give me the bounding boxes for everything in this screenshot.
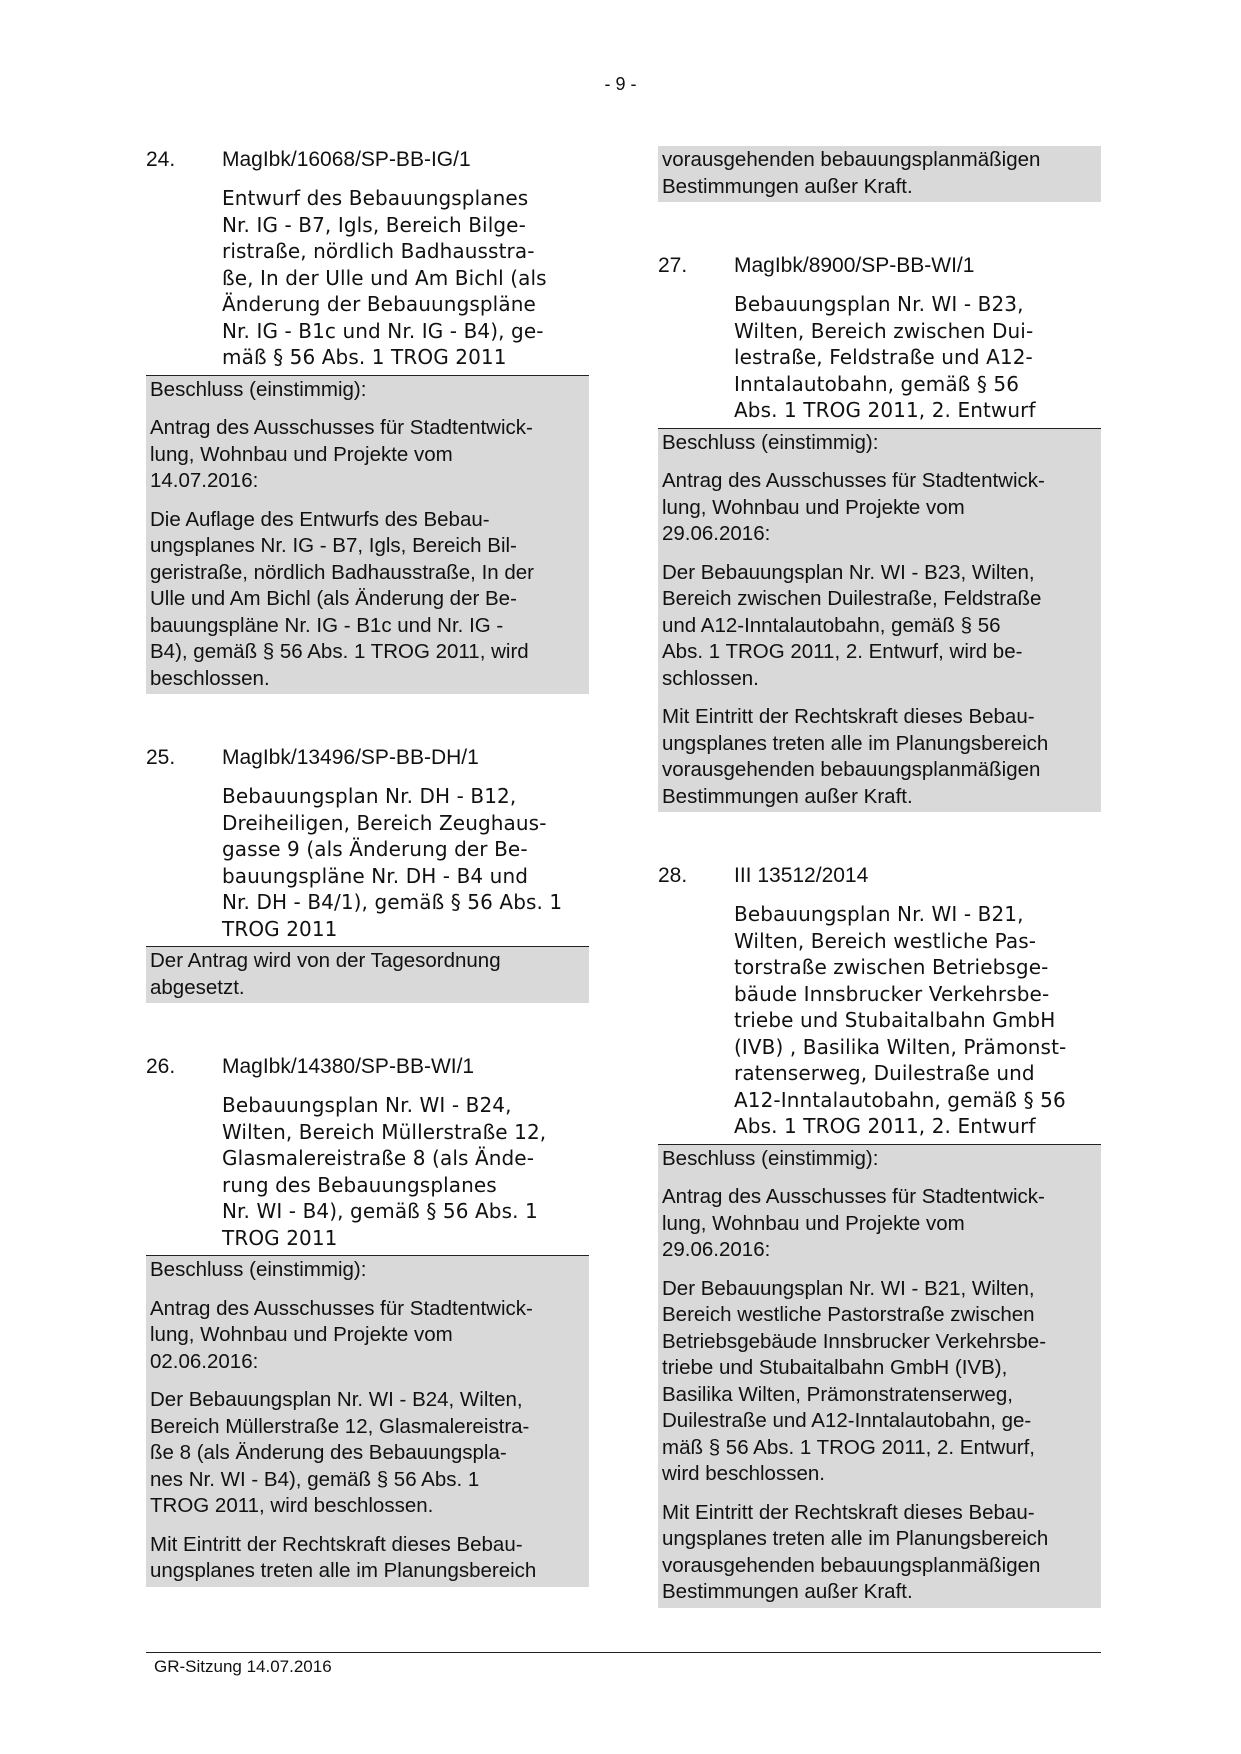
agenda-item-25	[146, 744, 589, 1003]
effect-text: vorausgehenden bebauungsplanmäßigen Bestimmungen außer Kraft.	[662, 148, 1041, 198]
item-reference: MagIbk/16068/SP-BB-IG/1	[222, 148, 471, 171]
agenda-item-28	[658, 862, 1101, 1608]
item-reference: MagIbk/13496/SP-BB-DH/1	[222, 746, 479, 769]
motion-text: Antrag des Ausschusses für Stadtentwick- lung, Wohnbau und Projekte vom 14.07.2016:	[150, 416, 533, 492]
agenda-item-26	[146, 1053, 589, 1587]
item-reference: MagIbk/14380/SP-BB-WI/1	[222, 1055, 475, 1078]
page-number: - 9 -	[604, 74, 637, 94]
decision-box	[146, 1256, 589, 1587]
item-reference: MagIbk/8900/SP-BB-WI/1	[734, 254, 975, 277]
left-column	[146, 146, 589, 1587]
decision-text: Der Antrag wird von der Tagesordnung abgesetzt.	[150, 949, 501, 999]
decision-text: Der Bebauungsplan Nr. WI - B23, Wilten, Bereich zwischen Duilestraße, Feldstraße und A12-Inntalautobahn, gemäß § 56 Abs. 1 TROG 2011, 2. Entwurf, wird be- schlossen.	[662, 560, 1042, 690]
effect-text: Mit Eintritt der Rechtskraft dieses Bebau- ungsplanes treten alle im Planungsbereich vorausgehenden bebauungsplanmäßigen Bestimmungen außer Kraft.	[662, 1500, 1049, 1603]
item-description: Bebauungsplan Nr. WI - B21, Wilten, Bereich westliche Pas- torstraße zwischen Betriebsge- bäude Innsbrucker Verkehrsbe- triebe und Stubaitalbahn GmbH (IVB) , Basilika Wilten, Prämonst- ratenserweg, Duilestraße und A12-Inntalautobahn, gemäß § 56 Abs. 1 TROG 2011, 2. Entwurf	[734, 902, 1067, 1138]
motion-text: Antrag des Ausschusses für Stadtentwick- lung, Wohnbau und Projekte vom 29.06.2016:	[662, 1185, 1045, 1261]
decision-box	[658, 1145, 1101, 1608]
item-description: Entwurf des Bebauungsplanes Nr. IG - B7, Igls, Bereich Bilge- ristraße, nördlich Badhausstra- ße, In der Ulle und Am Bichl (als Änderung der Bebauungspläne Nr. IG - B1c und Nr. IG - B4), ge- mäß § 56 Abs. 1 TROG 2011	[222, 186, 547, 369]
footer-divider	[146, 1652, 1101, 1653]
item-number: 27.	[658, 254, 688, 277]
continuation-box	[658, 146, 1101, 202]
item-number: 24.	[146, 148, 176, 171]
item-header	[658, 862, 1101, 889]
item-description: Bebauungsplan Nr. WI - B24, Wilten, Bereich Müllerstraße 12, Glasmalereistraße 8 (als Ände- rung des Bebauungsplanes Nr. WI - B4), gemäß § 56 Abs. 1 TROG 2011	[222, 1093, 547, 1250]
item-description: Bebauungsplan Nr. WI - B23, Wilten, Bereich zwischen Dui- lestraße, Feldstraße und A12- Inntalautobahn, gemäß § 56 Abs. 1 TROG 2011, 2. Entwurf	[734, 292, 1036, 422]
effect-text: Mit Eintritt der Rechtskraft dieses Bebau- ungsplanes treten alle im Planungsbereich vorausgehenden bebauungsplanmäßigen Bestimmungen außer Kraft.	[662, 705, 1049, 808]
agenda-item-27	[658, 252, 1101, 812]
item-header	[146, 1053, 589, 1080]
item-number: 25.	[146, 746, 176, 769]
motion-text: Antrag des Ausschusses für Stadtentwick- lung, Wohnbau und Projekte vom 02.06.2016:	[150, 1296, 533, 1373]
item-number: 26.	[146, 1055, 176, 1078]
item-number: 28.	[658, 864, 688, 887]
decision-box	[146, 947, 589, 1003]
footer-text: GR-Sitzung 14.07.2016	[154, 1657, 332, 1676]
item-header	[146, 146, 589, 173]
decision-label: Beschluss (einstimmig):	[150, 377, 367, 401]
decision-box	[658, 429, 1101, 813]
decision-text: Der Bebauungsplan Nr. WI - B24, Wilten, Bereich Müllerstraße 12, Glasmalereistra- ße 8 (als Änderung des Bebauungspla- nes Nr. WI - B4), gemäß § 56 Abs. 1 TROG 2011, wird beschlossen.	[150, 1388, 530, 1517]
decision-label: Beschluss (einstimmig):	[150, 1258, 367, 1281]
item-description: Bebauungsplan Nr. DH - B12, Dreiheiligen, Bereich Zeughaus- gasse 9 (als Änderung der Be- bauungspläne Nr. DH - B4 und Nr. DH - B4/1), gemäß § 56 Abs. 1 TROG 2011	[222, 784, 563, 941]
effect-text: Mit Eintritt der Rechtskraft dieses Bebau- ungsplanes treten alle im Planungsbereich	[150, 1532, 537, 1582]
decision-label: Beschluss (einstimmig):	[662, 1146, 879, 1170]
decision-label: Beschluss (einstimmig):	[662, 430, 879, 454]
item-header	[658, 252, 1101, 279]
motion-text: Antrag des Ausschusses für Stadtentwick- lung, Wohnbau und Projekte vom 29.06.2016:	[662, 469, 1045, 545]
decision-text: Der Bebauungsplan Nr. WI - B21, Wilten, Bereich westliche Pastorstraße zwischen Betriebsgebäude Innsbrucker Verkehrsbe- triebe und Stubaitalbahn GmbH (IVB), Basilika Wilten, Prämonstratenserweg, Duilestraße und A12-Inntalautobahn, ge- mäß § 56 Abs. 1 TROG 2011, 2. Entwurf, wird beschlossen.	[662, 1276, 1047, 1485]
item-header	[146, 744, 589, 771]
item-reference: III 13512/2014	[734, 864, 869, 887]
agenda-item-24	[146, 146, 589, 694]
right-column	[658, 146, 1101, 1608]
decision-box	[146, 376, 589, 695]
decision-text: Die Auflage des Entwurfs des Bebau- ungsplanes Nr. IG - B7, Igls, Bereich Bil- geristraße, nördlich Badhausstraße, In der Ulle und Am Bichl (als Änderung der Be- bauungspläne Nr. IG - B1c und Nr. IG - B4), gemäß § 56 Abs. 1 TROG 2011, wird beschlossen.	[150, 507, 534, 690]
